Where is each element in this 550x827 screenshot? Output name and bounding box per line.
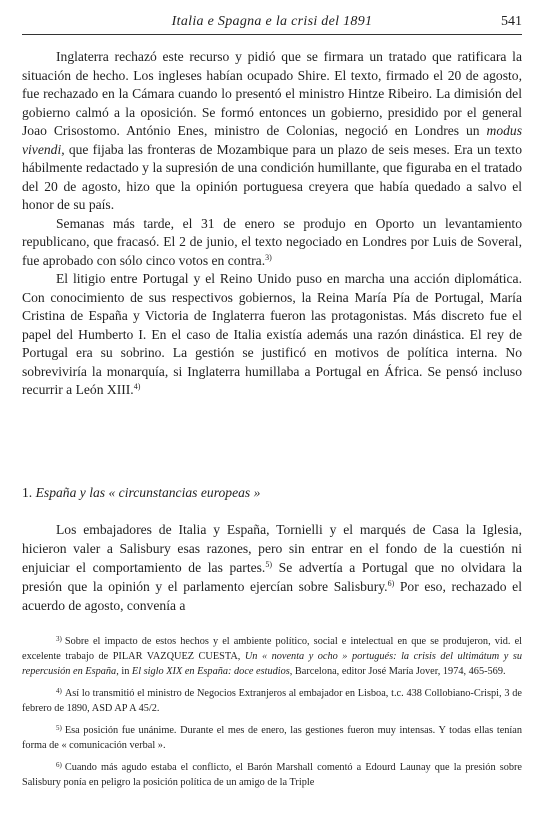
footnote-ref: 3) (265, 252, 272, 262)
section-paragraph: Los embajadores de Italia y España, Tornielli y el marqués de Casa la Iglesia, hicieron valer a Salisbury esas razones, pero sin entrar en el fondo de la cuestión ni enjuiciar el comportamiento de las partes.$^{5)}$ Se advertía a Portugal que no olvidara la presión que la opinión y el parlamento ejercían sobre Salisbury.$^{6)}$ Por eso, rechazado el acuerdo de agosto, convenía a (22, 522, 522, 613)
paragraph-1: Inglaterra rechazó este recurso y pidió que se firmara un tratado que ratificara la situación de hecho. Los ingleses habían ocupado Shire. El texto, firmado el 20 de agosto, fue rechazado en la Cámara cuando lo presentó el ministro Hintze Ribeiro. La dimisión del gobierno calmó a la oposición. Se formó entonces un gobierno, presidido por el general Joao Crisostomo. António Enes, ministro de Colonias, negoció en Londres un modus vivendi, que fijaba las fronteras de Mozambique para un plazo de seis meses. Era un texto hábilmente redactado y la supresión de una condición humillante, que figuraba en el tratado del 20 de agosto, hizo que la opinión portuguesa creyera que había quedado a salvo el honor de su país. (22, 49, 522, 212)
footnote-ref: 6) (387, 579, 395, 588)
footnotes (22, 634, 522, 797)
paragraph-2: Semanas más tarde, el 31 de enero se produjo en Oporto un levantamiento republicano, que fracasó. El 2 de junio, el texto negociado en Londres por Luis de Soveral, fue aprobado con sólo cinco votos en contra.$^{3)}$ (22, 215, 522, 268)
footnote-5: $^{5)}$ Esa posición fue unánime. Durante el mes de enero, las gestiones fueron muy intensas. Y todas ellas tenían forma de « comunicación verbal ». (22, 724, 522, 751)
page-number: 541 (501, 14, 522, 29)
section-text (22, 520, 522, 615)
section-number: 1. (22, 485, 33, 500)
section-title: España y las « circunstancias europeas » (35, 485, 261, 500)
body-text (22, 48, 522, 400)
footnote-6: $^{6)}$ Cuando más agudo estaba el conflicto, el Barón Marshall comentó a Edourd Launay que la presión sobre Salisbury ponía en peligro la posición política de un amigo de la Triple (22, 761, 522, 788)
footnote-3: $^{3)}$ Sobre el impacto de estos hechos y el ambiente político, social e intelectual en que se produjeron, vid. el excelente trabajo de PILAR VAZQUEZ CUESTA, Un « noventa y ocho » portugués: la crisis del ultimátum y su repercusión en España, in El siglo XIX en España: doce estudios, Barcelona, editor José María Jover, 1974, 465-569. (22, 635, 522, 677)
running-header (22, 12, 522, 35)
section-heading (22, 484, 522, 502)
italic-term: modus vivendi (22, 123, 522, 157)
footnote-ref: 5) (265, 560, 273, 569)
running-title: Italia e Spagna e la crisi del 1891 (171, 14, 373, 29)
footnote-ref: 4) (133, 382, 141, 391)
footnote-4: $^{4)}$ Así lo transmitió el ministro de Negocios Extranjeros al embajador en Lisboa, t.c. 438 Collobiano-Crispi, 3 de febrero de 1890, ASD AP A 45/2. (22, 687, 522, 714)
paragraph-3: El litigio entre Portugal y el Reino Unido puso en marcha una acción diplomática. Con conocimiento de sus respectivos gobiernos, la Reina María Pía de Portugal, María Cristina de España y Victoria de Inglaterra fueron las protagonistas. Más discreto fue el papel del Humberto I. En el caso de Italia existía además una razón dinástica. El rey de Portugal era su sobrino. La gestión se justificó en motivos de política interna. No sobreviviría la monarquía, si Inglaterra humillaba a Portugal en África. Se pensó incluso recurrir a León XIII.$^{4)}$ (22, 271, 522, 397)
